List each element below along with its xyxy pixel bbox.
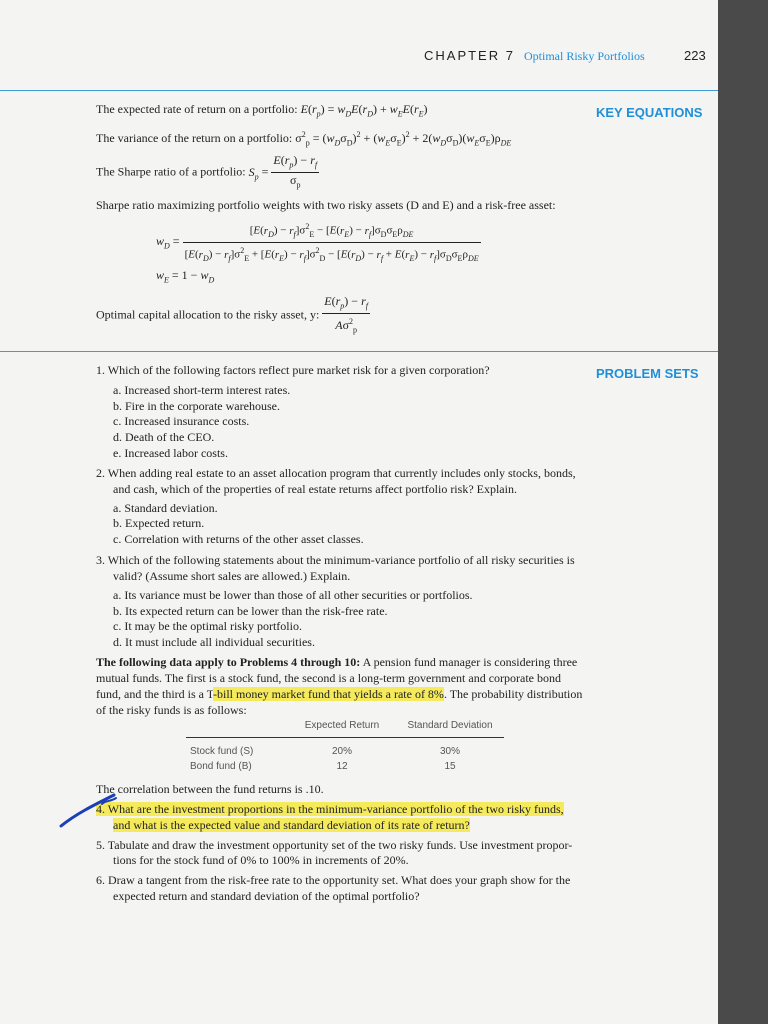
eq-label: The variance of the return on a portfolio: [96,131,293,145]
data-intro-line3 [96,687,582,702]
question-6-line2: expected return and standard deviation of the optimal portfolio? [113,889,420,903]
table-cell: Stock fund (S) [190,746,254,757]
question-4-line2 [113,818,470,833]
q2-option: b. Expected return. [113,516,205,530]
question-3-line2: valid? (Assume short sales are allowed.) Explain. [113,569,351,583]
table-cell: Bond fund (B) [190,761,252,772]
q3-option: a. Its variance must be lower than those of all other securities or portfolios. [113,588,473,602]
page-number: 223 [684,48,706,63]
question-1: 1. Which of the following factors reflect pure market risk for a given corporation? [96,363,490,377]
data-intro-text: . The probability distribution [443,687,583,701]
equation-expected-return: The expected rate of return on a portfolio: $E(r_p) = w_DE(r_D) + w_EE(r_E)$ [96,102,428,119]
key-equations-heading: KEY EQUATIONS [596,105,703,120]
chapter-subtitle: Optimal Risky Portfolios [524,49,645,63]
fund-data-table [186,718,504,774]
chapter-label: CHAPTER 7 [424,48,515,63]
question-5-line1: 5. Tabulate and draw the investment opportunity set of the two risky funds. Use investment propor- [96,838,573,852]
correlation-note: The correlation between the fund returns is .10. [96,782,324,796]
q3-option: c. It may be the optimal risky portfolio. [113,619,302,633]
table-row [186,759,504,774]
question-5-line2: tions for the stock fund of 0% to 100% in increments of 20%. [113,853,409,867]
table-cell: 30% [439,746,460,757]
question-3-line1: 3. Which of the following statements about the minimum-variance portfolio of all risky securities is [96,553,575,567]
q2-option: c. Correlation with returns of the other asset classes. [113,532,364,546]
divider [0,90,718,91]
q1-option: c. Increased insurance costs. [113,414,250,428]
highlighted-text: and what is the expected value and standard deviation of its rate of return? [113,818,470,832]
eq-label: Optimal capital allocation to the risky asset, y: [96,307,320,322]
q3-option: b. Its expected return can be lower than the risk-free rate. [113,604,388,618]
data-intro-line2: mutual funds. The first is a stock fund, the second is a long-term government and corporate bond [96,671,561,685]
pen-annotation-icon [56,792,120,832]
highlighted-text: -bill money market fund that yields a rate of 8% [213,687,444,701]
data-intro-bold: The following data apply to Problems 4 through 10: [96,655,361,669]
data-intro-text: A pension fund manager is considering three [360,655,578,669]
question-2-line1: 2. When adding real estate to an asset allocation program that currently includes only stocks, bonds, [96,466,576,480]
highlighted-text: 4. What are the investment proportions in the minimum-variance portfolio of the two risky funds, [96,802,564,816]
question-4-line1 [96,802,564,817]
data-intro-text: fund, and the third is a T [96,687,213,701]
q2-option: a. Standard deviation. [113,501,218,515]
equation-variance: The variance of the return on a portfolio: $\sigma^2_p = (w_D\sigma_D)^2 + (w_E\sigma_E)^2 + 2(w_D\sigma_D)(w_E\sigma_E)\rho_{DE}$ [96,130,512,148]
table-header: Standard Deviation [407,720,493,731]
table-header-row [186,718,504,738]
question-2-line2: and cash, which of the properties of real estate returns affect portfolio risk? Explain. [113,482,517,496]
table-cell: 20% [331,746,352,757]
data-intro-line1 [96,655,577,670]
question-6-line1: 6. Draw a tangent from the risk-free rate to the opportunity set. What does your graph show for the [96,873,571,887]
eq-label: The expected rate of return on a portfolio: [96,102,298,116]
q1-option: a. Increased short-term interest rates. [113,383,291,397]
q1-option: d. Death of the CEO. [113,430,215,444]
equation-capital-allocation: Optimal capital allocation to the risky asset, y: $\frac{E(r_p) - r_f}{A\sigma^2_p}$ [96,294,368,335]
viewer-sidebar [718,0,768,1024]
table-cell: 15 [444,761,456,772]
equation-weight-d: $w_D$ = $[E(r_D) - r_f]\sigma^2_E - [E(r_E) - r_f]\sigma_D\sigma_E\rho_{DE}$ $[E(r_D) - r_f]\sigma^2_E + [E(r_E) - r_f]\sigma^2_D - [E(r_D) - r_f + E(r_E) - r_f]\sigma_D\sigma_E\rho_{DE}$ [156,219,481,266]
divider [0,351,718,352]
equation-sharpe: The Sharpe ratio of a portfolio: $S_p$ = $\frac{E(r_p) - r_f}{\sigma_p}$ [96,153,318,190]
q1-option: e. Increased labor costs. [113,446,228,460]
eq-label: The Sharpe ratio of a portfolio: [96,164,246,179]
equation-weight-e: $w_E = 1 - w_D$ [156,268,215,285]
table-header: Expected Return [304,720,380,731]
table-row [186,738,504,760]
problem-sets-heading: PROBLEM SETS [596,366,699,381]
table-header [186,718,288,738]
equation-weights-label: Sharpe ratio maximizing portfolio weights with two risky assets (D and E) and a risk-free asset: [96,198,556,212]
table-cell: 12 [336,761,348,772]
q1-option: b. Fire in the corporate warehouse. [113,399,280,413]
q3-option: d. It must include all individual securities. [113,635,315,649]
data-intro-line4: of the risky funds is as follows: [96,703,247,717]
